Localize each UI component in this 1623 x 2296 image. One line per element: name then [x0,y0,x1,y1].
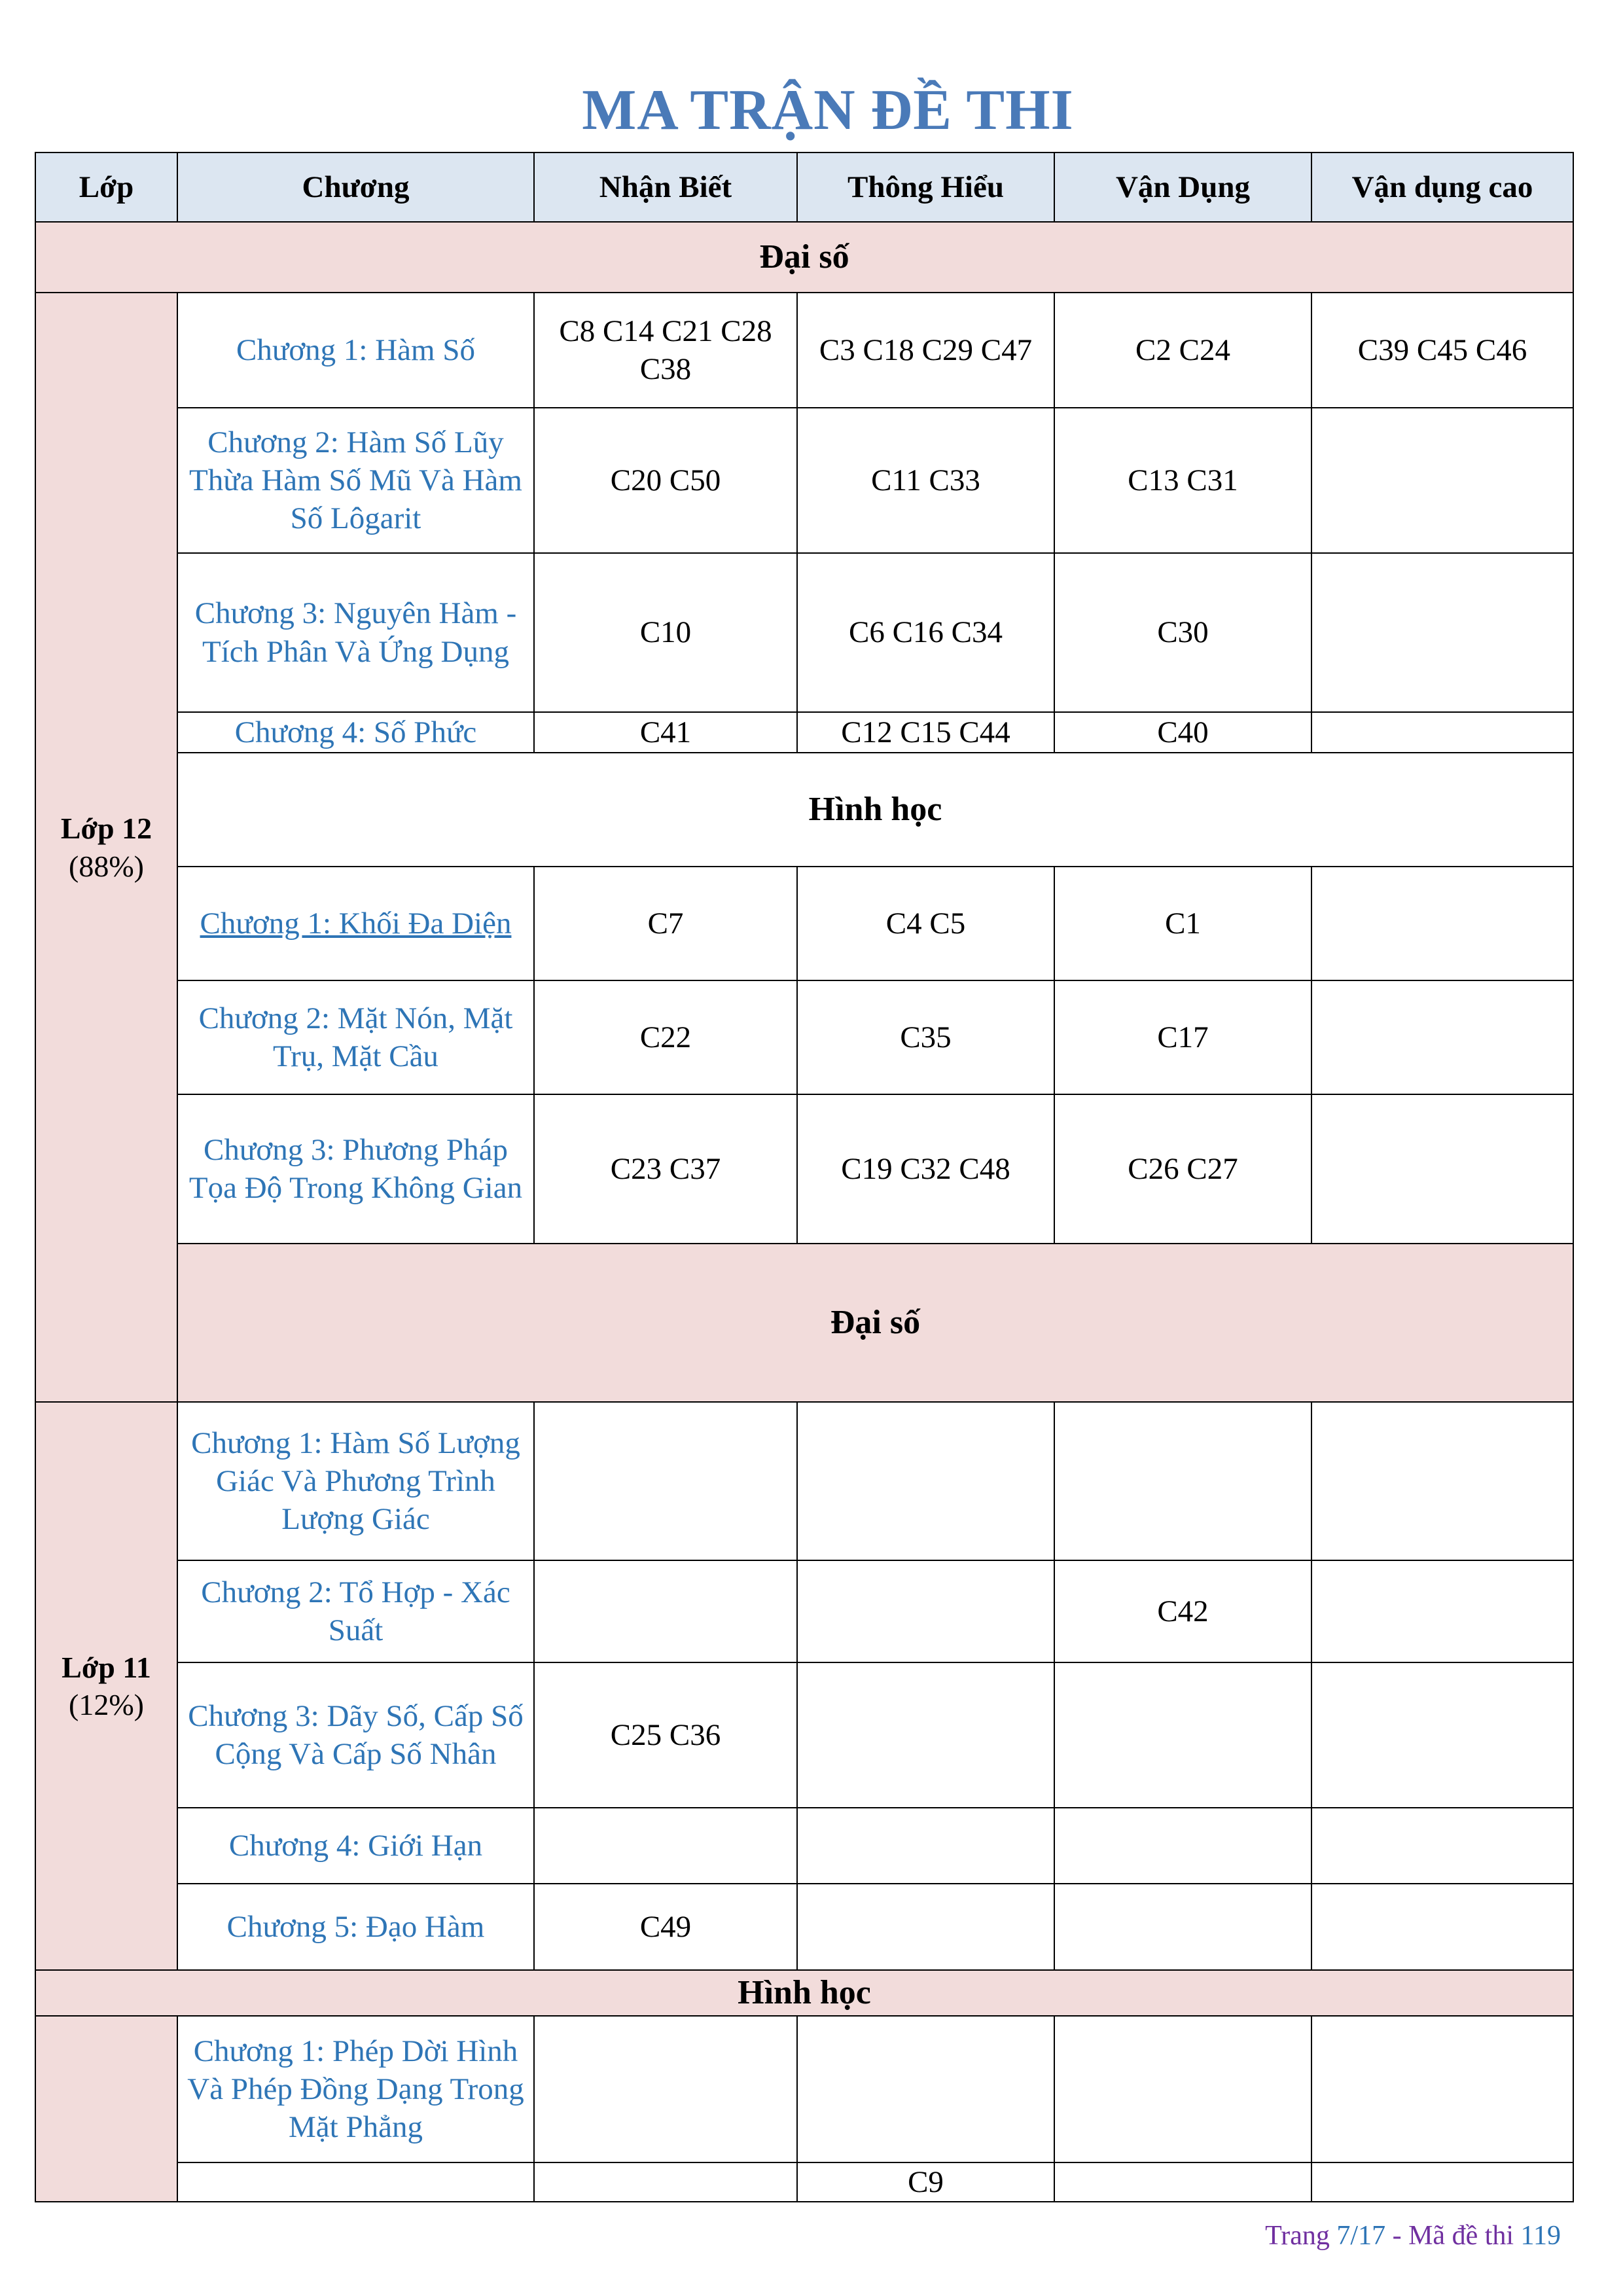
table-row [35,980,1573,1094]
nhan-biet-cell [534,2162,797,2202]
van-dung-cell [1054,1808,1311,1884]
chapter-cell: Chương 4: Số Phức [177,712,534,753]
footer-prefix: Trang [1265,2221,1337,2251]
chapter-cell: Chương 5: Đạo Hàm [177,1884,534,1970]
footer-middle: - Mã đề thi [1385,2221,1521,2251]
van-dung-cao-cell [1311,980,1573,1094]
table-row [35,867,1573,980]
page-footer [1265,2220,1561,2251]
table-row [35,1662,1573,1808]
thong-hieu-cell [797,1662,1054,1808]
grade-label: Lớp 12 [60,812,152,846]
nhan-biet-cell [534,1808,797,1884]
table-row [35,1094,1573,1244]
chapter-cell: Chương 1: Hàm Số Lượng Giác Và Phương Trình Lượng Giác [177,1402,534,1560]
grade-11-cell [35,1402,177,1970]
page-title: MA TRẬN ĐỀ THI [582,79,1074,142]
nhan-biet-cell: C8 C14 C21 C28 C38 [534,293,797,408]
section-dai-so-11: Đại số [177,1244,1573,1402]
nhan-biet-cell: C49 [534,1884,797,1970]
nhan-biet-cell: C7 [534,867,797,980]
thong-hieu-cell [797,2016,1054,2162]
van-dung-cell: C30 [1054,553,1311,712]
grade-label: Lớp 11 [62,1650,151,1684]
section-row [35,222,1573,293]
exam-code: 119 [1520,2221,1561,2251]
header-thong-hieu: Thông Hiểu [797,152,1054,222]
nhan-biet-cell: C22 [534,980,797,1094]
chapter-cell [177,2162,534,2202]
nhan-biet-cell: C10 [534,553,797,712]
table-row [35,2162,1573,2202]
van-dung-cao-cell [1311,2016,1573,2162]
thong-hieu-cell: C3 C18 C29 C47 [797,293,1054,408]
van-dung-cell: C26 C27 [1054,1094,1311,1244]
nhan-biet-cell: C25 C36 [534,1662,797,1808]
table-row [35,293,1573,408]
van-dung-cell [1054,2162,1311,2202]
thong-hieu-cell [797,1808,1054,1884]
nhan-biet-cell [534,1560,797,1662]
section-row [35,753,1573,867]
van-dung-cell: C42 [1054,1560,1311,1662]
van-dung-cao-cell [1311,1884,1573,1970]
grade-12-cell [35,293,177,1402]
grade-percent: (88%) [69,849,144,883]
table-row [35,712,1573,753]
chapter-cell: Chương 3: Nguyên Hàm - Tích Phân Và Ứng Dụng [177,553,534,712]
chapter-cell: Chương 3: Dãy Số, Cấp Số Cộng Và Cấp Số Nhân [177,1662,534,1808]
van-dung-cao-cell [1311,2162,1573,2202]
thong-hieu-cell: C35 [797,980,1054,1094]
van-dung-cell: C13 C31 [1054,408,1311,553]
chapter-cell: Chương 2: Tổ Hợp - Xác Suất [177,1560,534,1662]
grade-percent: (12%) [69,1688,144,1721]
van-dung-cao-cell [1311,553,1573,712]
thong-hieu-cell [797,1560,1054,1662]
header-nhan-biet: Nhận Biết [534,152,797,222]
section-hinh-hoc-12: Hình học [177,753,1573,867]
table-row [35,2016,1573,2162]
thong-hieu-cell [797,1884,1054,1970]
nhan-biet-cell [534,2016,797,2162]
van-dung-cell: C2 C24 [1054,293,1311,408]
van-dung-cao-cell [1311,1560,1573,1662]
van-dung-cell: C40 [1054,712,1311,753]
van-dung-cell [1054,1662,1311,1808]
nhan-biet-cell [534,1402,797,1560]
chapter-link[interactable]: Chương 1: Khối Đa Diện [177,867,534,980]
header-row [35,152,1573,222]
page-number: 7/17 [1336,2221,1386,2251]
table-row [35,553,1573,712]
table-row [35,1884,1573,1970]
section-dai-so-12: Đại số [35,222,1573,293]
chapter-cell: Chương 2: Hàm Số Lũy Thừa Hàm Số Mũ Và Hàm Số Lôgarit [177,408,534,553]
van-dung-cao-cell [1311,712,1573,753]
van-dung-cao-cell [1311,1402,1573,1560]
van-dung-cell: C17 [1054,980,1311,1094]
table-row [35,1808,1573,1884]
table-row [35,408,1573,553]
header-van-dung-cao: Vận dụng cao [1311,152,1573,222]
table-row [35,1560,1573,1662]
thong-hieu-cell: C4 C5 [797,867,1054,980]
van-dung-cell [1054,1402,1311,1560]
van-dung-cell: C1 [1054,867,1311,980]
header-chuong: Chương [177,152,534,222]
van-dung-cao-cell [1311,867,1573,980]
thong-hieu-cell: C19 C32 C48 [797,1094,1054,1244]
van-dung-cao-cell [1311,1094,1573,1244]
section-row [35,1244,1573,1402]
grade-11-hinh-hoc-cell [35,2016,177,2202]
exam-matrix-table [35,152,1574,2202]
header-van-dung: Vận Dụng [1054,152,1311,222]
chapter-cell: Chương 1: Hàm Số [177,293,534,408]
thong-hieu-cell: C12 C15 C44 [797,712,1054,753]
thong-hieu-cell: C9 [797,2162,1054,2202]
section-hinh-hoc-11: Hình học [35,1970,1573,2016]
nhan-biet-cell: C41 [534,712,797,753]
thong-hieu-cell: C11 C33 [797,408,1054,553]
nhan-biet-cell: C20 C50 [534,408,797,553]
section-row [35,1970,1573,2016]
van-dung-cao-cell [1311,408,1573,553]
chapter-cell: Chương 3: Phương Pháp Tọa Độ Trong Không Gian [177,1094,534,1244]
van-dung-cell [1054,2016,1311,2162]
thong-hieu-cell [797,1402,1054,1560]
chapter-cell: Chương 4: Giới Hạn [177,1808,534,1884]
chapter-cell: Chương 2: Mặt Nón, Mặt Trụ, Mặt Cầu [177,980,534,1094]
nhan-biet-cell: C23 C37 [534,1094,797,1244]
thong-hieu-cell: C6 C16 C34 [797,553,1054,712]
table-row [35,1402,1573,1560]
van-dung-cell [1054,1884,1311,1970]
chapter-cell: Chương 1: Phép Dời Hình Và Phép Đồng Dạng Trong Mặt Phẳng [177,2016,534,2162]
van-dung-cao-cell [1311,1662,1573,1808]
van-dung-cao-cell [1311,1808,1573,1884]
van-dung-cao-cell: C39 C45 C46 [1311,293,1573,408]
header-lop: Lớp [35,152,177,222]
